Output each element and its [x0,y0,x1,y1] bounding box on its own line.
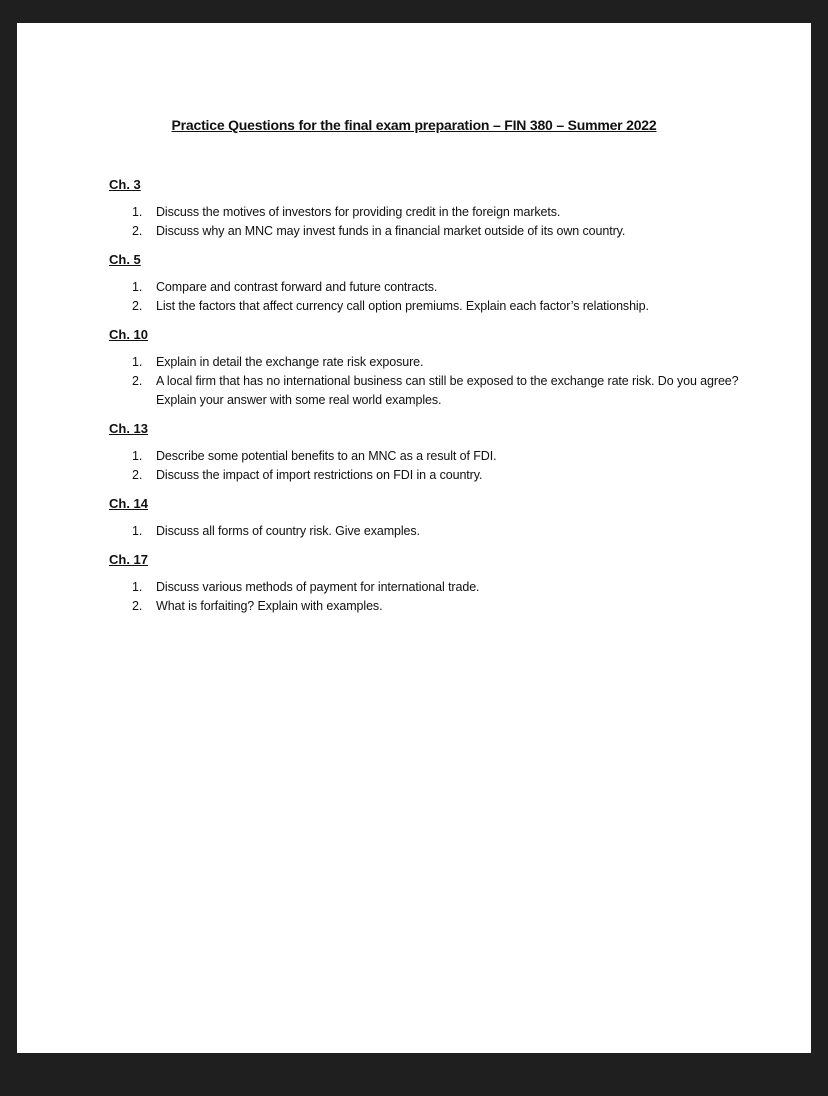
question-item [109,597,739,616]
question-text: Explain in detail the exchange rate risk exposure. [156,355,424,369]
question-text: Discuss why an MNC may invest funds in a financial market outside of its own country. [156,224,626,238]
question-number: 2. [132,468,143,482]
question-item [109,578,739,597]
question-text: Discuss all forms of country risk. Give examples. [156,524,420,538]
question-item [109,447,739,466]
chapter-section [109,250,739,316]
chapter-section [109,550,739,616]
question-text: Compare and contrast forward and future contracts. [156,280,438,294]
question-number: 2. [132,374,143,388]
question-number: 2. [132,299,143,313]
question-item [109,466,739,485]
question-number: 1. [132,580,143,594]
chapter-section [109,419,739,485]
chapter-heading: Ch. 5 [109,252,141,267]
question-list [109,578,739,616]
question-item [109,522,739,541]
question-number: 1. [132,280,143,294]
document-title: Practice Questions for the final exam preparation – FIN 380 – Summer 2022 [171,117,657,133]
question-list [109,203,739,241]
question-text: What is forfaiting? Explain with examples. [156,599,383,613]
question-text: A local firm that has no international business can still be exposed to the exchange rate risk. Do you agree? Explain your answer with some real world examples. [156,374,739,407]
question-list [109,278,739,316]
question-text: Describe some potential benefits to an MNC as a result of FDI. [156,449,497,463]
question-text: Discuss the impact of import restrictions on FDI in a country. [156,468,483,482]
question-number: 1. [132,355,143,369]
question-item [109,278,739,297]
chapter-section [109,325,739,410]
question-item [109,372,739,410]
chapter-heading: Ch. 14 [109,496,149,511]
question-item [109,203,739,222]
question-list [109,353,739,410]
chapter-section [109,175,739,241]
question-item [109,353,739,372]
document-page [17,23,811,1053]
question-text: Discuss various methods of payment for international trade. [156,580,480,594]
question-number: 1. [132,524,143,538]
question-list [109,447,739,485]
question-item [109,297,739,316]
question-number: 1. [132,449,143,463]
question-number: 2. [132,599,143,613]
question-number: 1. [132,205,143,219]
question-number: 2. [132,224,143,238]
chapter-heading: Ch. 13 [109,421,149,436]
chapter-heading: Ch. 3 [109,177,141,192]
question-item [109,222,739,241]
question-text: Discuss the motives of investors for providing credit in the foreign markets. [156,205,561,219]
chapter-heading: Ch. 17 [109,552,149,567]
chapter-heading: Ch. 10 [109,327,149,342]
question-text: List the factors that affect currency call option premiums. Explain each factor’s relationship. [156,299,649,313]
chapter-list [109,175,739,625]
question-list [109,522,739,541]
chapter-section [109,494,739,541]
